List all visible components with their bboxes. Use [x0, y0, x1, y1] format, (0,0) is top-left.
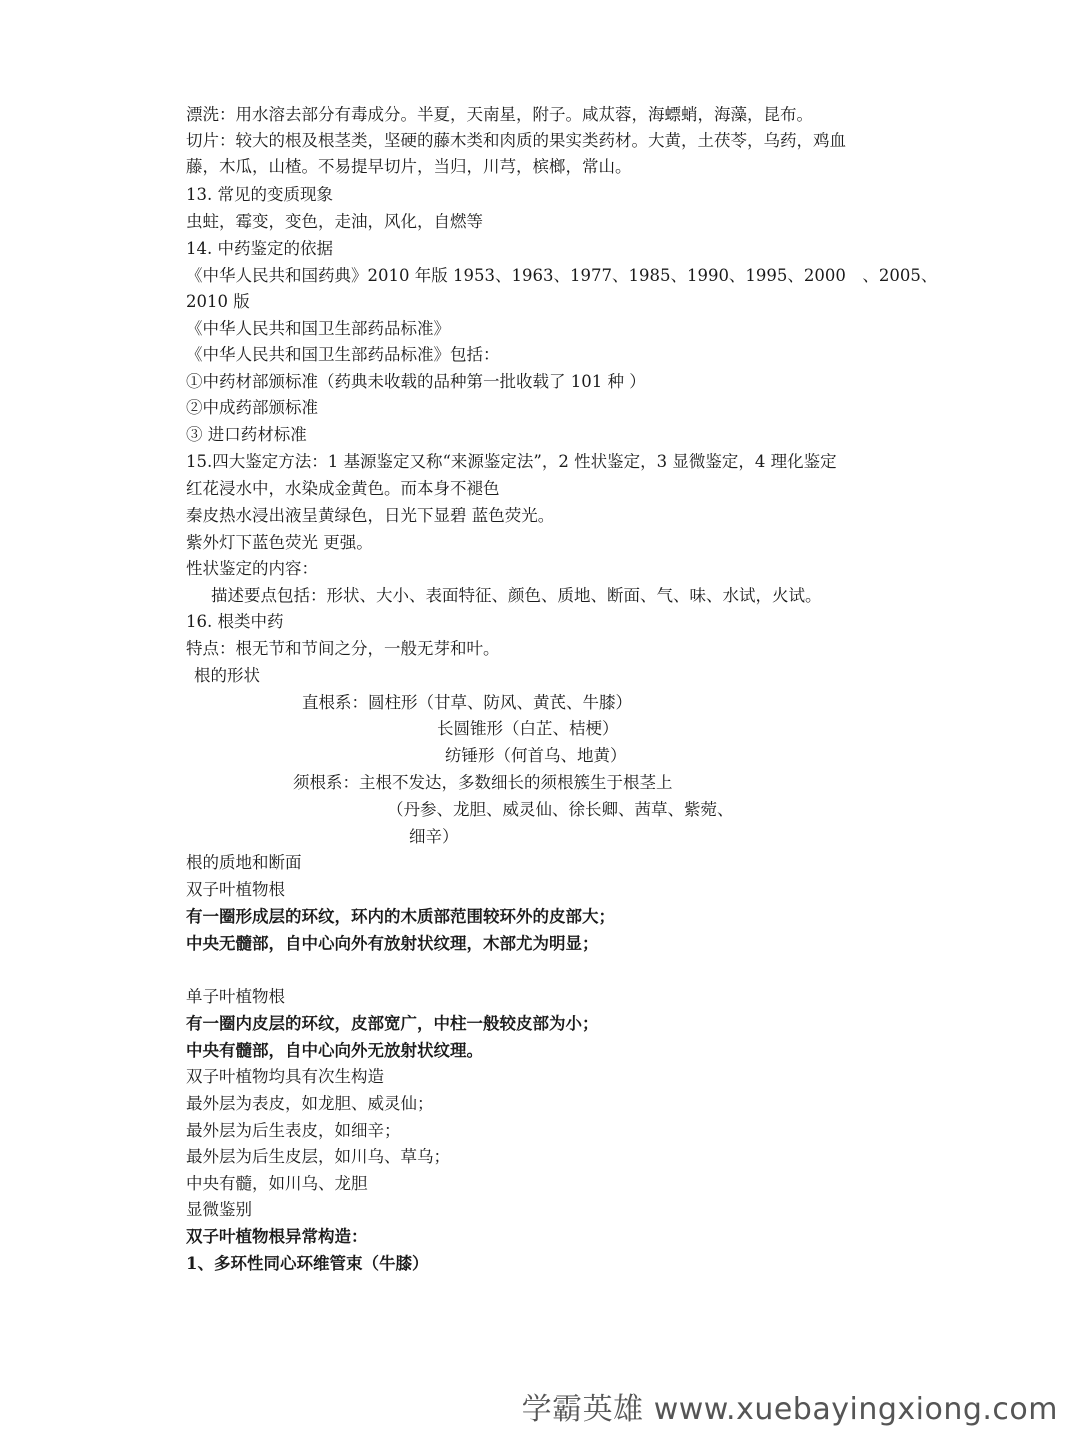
- section-heading-15: 15.四大鉴定方法：1 基源鉴定又称“来源鉴定法”，2 性状鉴定，3 显微鉴定，4 理化鉴定: [186, 452, 837, 471]
- bold-line-6: 1、多环性同心环维管束（牛膝）: [186, 1254, 429, 1273]
- text-line-36: 双子叶植物均具有次生构造: [186, 1067, 384, 1086]
- text-line-3: 藤，木瓜，山楂。不易提早切片，当归，川芎，槟榔，常山。: [186, 157, 632, 176]
- section-heading-16: 16. 根类中药: [186, 612, 284, 631]
- text-line-9: 《中华人民共和国卫生部药品标准》: [186, 319, 450, 338]
- text-line-29: 根的质地和断面: [186, 853, 302, 872]
- text-line-8: 2010 版: [186, 292, 250, 311]
- bold-line-2: 中央无髓部，自中心向外有放射状纹理，木部尤为明显；: [186, 934, 599, 953]
- text-line-1: 漂洗：用水溶去部分有毒成分。半夏，天南星，附子。咸苁蓉，海螵蛸，海藻，昆布。: [186, 105, 813, 124]
- text-line-15: 红花浸水中，水染成金黄色。而本身不褪色: [186, 479, 500, 498]
- root-shape-fibrous-examples-cont: 细辛）: [409, 827, 459, 846]
- text-line-16: 秦皮热水浸出液呈黄绿色，日光下显碧 蓝色荧光。: [186, 506, 555, 525]
- text-line-5: 虫蛀，霉变，变色，走油，风化，自燃等: [186, 212, 483, 231]
- section-heading-14: 14. 中药鉴定的依据: [186, 239, 333, 258]
- text-line-18: 性状鉴定的内容：: [186, 559, 318, 578]
- root-shape-cone: 长圆锥形（白芷、桔梗）: [437, 719, 619, 738]
- text-line-19: 描述要点包括：形状、大小、表面特征、颜色、质地、断面、气、味、水试，火试。: [211, 586, 822, 605]
- text-line-21: 特点：根无节和节间之分，一般无芽和叶。: [186, 639, 500, 658]
- bold-line-4: 中央有髓部，自中心向外无放射状纹理。: [186, 1041, 483, 1060]
- root-shape-fibrous: 须根系：主根不发达，多数细长的须根簇生于根茎上: [293, 773, 673, 792]
- text-line-10: 《中华人民共和国卫生部药品标准》包括：: [186, 345, 500, 364]
- list-item-3: ③ 进口药材标准: [186, 425, 307, 444]
- root-shape-taproot: 直根系：圆柱形（甘草、防风、黄芪、牛膝）: [302, 693, 632, 712]
- text-line-38: 最外层为后生表皮，如细辛；: [186, 1121, 401, 1140]
- bold-line-3: 有一圈内皮层的环纹，皮部宽广，中柱一般较皮部为小；: [186, 1014, 599, 1033]
- text-line-22: 根的形状: [194, 666, 260, 685]
- bold-line-1: 有一圈形成层的环纹，环内的木质部范围较环外的皮部大；: [186, 907, 615, 926]
- list-item-1: ①中药材部颁标准（药典未收载的品种第一批收载了 101 种 ）: [186, 372, 646, 391]
- list-item-2: ②中成药部颁标准: [186, 398, 318, 417]
- root-shape-spindle: 纺锤形（何首乌、地黄）: [445, 746, 627, 765]
- text-line-39: 最外层为后生皮层，如川乌、草乌；: [186, 1147, 450, 1166]
- text-line-7: 《中华人民共和国药典》2010 年版 1953、1963、1977、1985、1990、1995、2000 、2005、: [186, 266, 938, 285]
- text-line-17: 紫外灯下蓝色荧光 更强。: [186, 533, 373, 552]
- text-line-30: 双子叶植物根: [186, 880, 285, 899]
- section-heading-13: 13. 常见的变质现象: [186, 185, 333, 204]
- text-line-33: 单子叶植物根: [186, 987, 285, 1006]
- bold-line-5: 双子叶植物根异常构造：: [186, 1227, 368, 1246]
- text-line-41: 显微鉴别: [186, 1200, 252, 1219]
- watermark: 学霸英雄 www.xuebayingxiong.com: [521, 1392, 1058, 1427]
- root-shape-fibrous-examples: （丹参、龙胆、威灵仙、徐长卿、茜草、紫菀、: [387, 800, 734, 819]
- text-line-40: 中央有髓，如川乌、龙胆: [186, 1174, 368, 1193]
- text-line-37: 最外层为表皮，如龙胆、威灵仙；: [186, 1094, 434, 1113]
- text-line-2: 切片：较大的根及根茎类，坚硬的藤木类和肉质的果实类药材。大黄，土茯苓，乌药，鸡血: [186, 131, 846, 150]
